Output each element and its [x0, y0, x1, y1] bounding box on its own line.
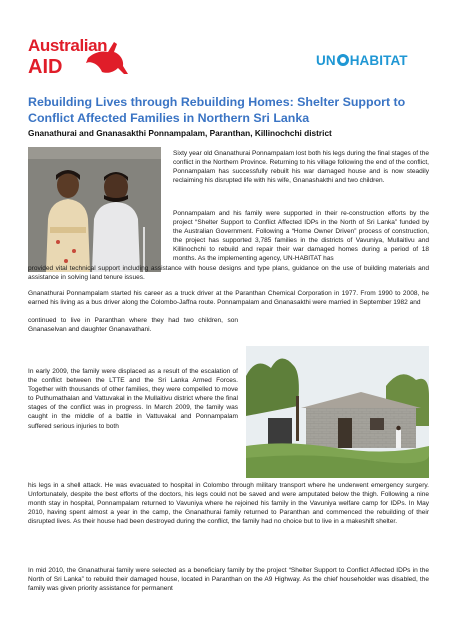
paragraph-displacement-continued: his legs in a shell attack. He was evacuated to hospital in Colombo through military transport where he underwent emergency surgery. Unfortunately, despite the best efforts of the doctors, his legs could not be saved and were amputated below the thigh. Following a nine month stay in hospital, Ponnampalam returned to Vavuniya where he rejoined his family in the Vavuniya welfare camp for IDPs. In May 2010, having spent almost a year in the camp, the Gnanathurai family returned to Paranthan and commenced the rebuilding of their disrupted lives. As their house had been destroyed during the conflict, the family had no choice but to live in a makeshift shelter.	[28, 482, 429, 526]
svg-text:AID: AID	[28, 56, 63, 78]
un-habitat-logo: UN HABITAT	[316, 53, 408, 68]
paragraph-project-continued: provided vital technical support including assistance with house designs and type plans, guidance on the use of building materials and assistance in solving land tenure issues.	[28, 265, 429, 282]
paragraph-career: Gnanathurai Ponnampalam started his career as a truck driver at the Paranthan Chemical Corporation in 1977. From 1990 to 2008, he earned his living as a bus driver along the Colombo-Jaffna route. Ponnampalam and Gnanasakthi were married in September 1982 and	[28, 290, 429, 307]
australian-aid-logo	[28, 30, 138, 80]
paragraph-intro: Sixty year old Gnanathurai Ponnampalam lost both his legs during the final stages of the conflict in the Northern Province. Returning to his village following the end of the conflict, Ponnampalam has successfully rebuilt his war damaged house and is now steadily reclaiming his disrupted life with his wife, Gnanashakthi and two children.	[173, 150, 429, 185]
un-globe-icon	[337, 54, 349, 66]
couple-portrait-photo	[28, 147, 161, 272]
page-title: Rebuilding Lives through Rebuilding Homes: Shelter Support to Conflict Affected Families in Northern Sri Lanka	[28, 95, 406, 125]
paragraph-displacement: In early 2009, the family were displaced as a result of the escalation of the conflict between the LTTE and the Sri Lanka Armed Forces. Together with thousands of other families, they were compelled to move to Puthumathalan and Vattuvakal in the Mullaitivu district where the final stages of the conflict was in progress. In March 2009, the family was caught in the middle of a battle in Vattuvakal and Ponnampalam suffered serious injuries to both	[28, 368, 238, 430]
paragraph-project: Ponnampalam and his family were supported in their re-construction efforts by the project “Shelter Support to Conflict Affected IDPs in the North of Sri Lanka” funded by the Australian Government. Following a “Home Owner Driven” process of construction, the project has supported 3,785 families in the districts of Vavuniya, Mullaitivu and Killinochchi to rebuild and repair their war damaged homes during a period of 18 months. As the implementing agency, UN-HABITAT has	[173, 210, 429, 263]
rebuilt-house-photo	[246, 346, 429, 478]
paragraph-career-continued: continued to live in Paranthan where they had two children, son Gnanaselvan and daughter Gnanavathani.	[28, 317, 238, 334]
subtitle: Gnanathurai and Gnanasakthi Ponnampalam, Paranthan, Killinochchi district	[28, 128, 332, 138]
svg-text:Australian: Australian	[28, 36, 108, 55]
paragraph-selection: In mid 2010, the Gnanathurai family were selected as a beneficiary family by the project “Shelter Support to Conflict Affected IDPs in the North of Sri Lanka” to rebuild their damaged house, located in Paranthan on the A9 Highway. As the chief householder was disabled, the family was given priority assistance for permanent	[28, 567, 429, 593]
